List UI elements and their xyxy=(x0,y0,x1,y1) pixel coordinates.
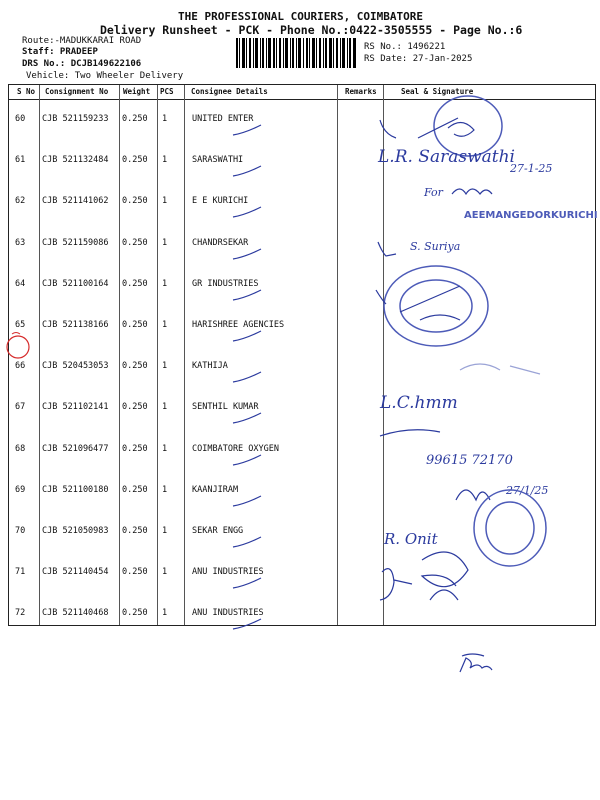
bottom-initial xyxy=(456,652,506,676)
cell-sno: 62 xyxy=(15,196,26,207)
cell-consignment: CJB 521140454 xyxy=(42,567,109,578)
col-weight: Weight xyxy=(123,87,151,96)
cell-consignee: KATHIJA xyxy=(192,361,228,372)
cell-weight: 0.250 xyxy=(122,567,148,578)
delivery-tick xyxy=(231,247,263,261)
delivery-tick xyxy=(231,205,263,219)
cell-consignment: CJB 521159233 xyxy=(42,114,109,124)
sig-sekar: R. Onit xyxy=(384,530,438,548)
cell-consignee: UNITED ENTER xyxy=(192,114,254,124)
cell-sno: 70 xyxy=(15,526,26,536)
cell-sno: 68 xyxy=(15,443,26,454)
cell-pcs: 1 xyxy=(162,278,168,289)
delivery-tick xyxy=(231,123,263,137)
rs-number: RS No.: 1496221 xyxy=(364,42,446,52)
cell-pcs: 1 xyxy=(162,608,168,619)
route-label: Route:-MADUKKARAI ROAD xyxy=(22,36,142,46)
cell-consignee: KAANJIRAM xyxy=(192,484,239,495)
cell-consignment: CJB 521100180 xyxy=(42,484,109,495)
cell-sno: 71 xyxy=(15,567,26,578)
sig-oxygen-phone: 99615 72170 xyxy=(426,453,513,468)
cell-consignment: CJB 521102141 xyxy=(42,402,109,413)
cell-consignee: SEKAR ENGG xyxy=(192,526,244,536)
cell-weight: 0.250 xyxy=(122,443,148,454)
cell-consignment: CJB 521100164 xyxy=(42,278,109,289)
cell-weight: 0.250 xyxy=(122,484,148,495)
cell-pcs: 1 xyxy=(162,402,168,413)
sig-saraswathi: L.R. Saraswathi xyxy=(378,147,515,167)
cell-sno: 69 xyxy=(15,484,26,495)
col-consignment: Consignment No xyxy=(45,87,109,96)
delivery-tick xyxy=(231,453,263,467)
cell-pcs: 1 xyxy=(162,361,168,372)
cell-consignee: GR INDUSTRIES xyxy=(192,278,259,289)
cell-consignee: HARISHREE AGENCIES xyxy=(192,320,285,330)
delivery-tick xyxy=(231,164,263,178)
cell-consignment: CJB 521096477 xyxy=(42,443,109,454)
sig-suriya: S. Suriya xyxy=(410,240,461,253)
cell-consignee: ANU INDUSTRIES xyxy=(192,567,264,578)
cell-pcs: 1 xyxy=(162,114,168,124)
barcode xyxy=(236,38,356,68)
cell-sno: 61 xyxy=(15,155,26,166)
cell-weight: 0.250 xyxy=(122,526,148,536)
cell-sno: 64 xyxy=(15,278,26,289)
delivery-tick xyxy=(231,288,263,302)
signatures-layer xyxy=(360,80,600,680)
cell-sno: 63 xyxy=(15,237,26,248)
delivery-tick xyxy=(231,535,263,549)
cell-pcs: 1 xyxy=(162,443,168,454)
sig-saraswathi-date: 27-1-25 xyxy=(510,162,553,175)
cell-consignee: SENTHIL KUMAR xyxy=(192,402,259,413)
cell-pcs: 1 xyxy=(162,484,168,495)
staff-label: Staff: PRADEEP xyxy=(22,47,98,57)
col-seal: Seal & Signature xyxy=(401,87,474,96)
cell-consignment: CJB 521141062 xyxy=(42,196,109,207)
col-pcs: PCS xyxy=(160,87,174,96)
cell-consignee: CHANDRSEKAR xyxy=(192,237,249,248)
cell-weight: 0.250 xyxy=(122,114,148,124)
cell-weight: 0.250 xyxy=(122,278,148,289)
red-circle-mark xyxy=(4,330,32,360)
cell-consignment: CJB 520453053 xyxy=(42,361,109,372)
cell-pcs: 1 xyxy=(162,320,168,330)
company-name: THE PROFESSIONAL COURIERS, COIMBATORE xyxy=(178,10,424,23)
cell-weight: 0.250 xyxy=(122,237,148,248)
cell-consignment: CJB 521140468 xyxy=(42,608,109,619)
drs-number: DRS No.: DCJB149622106 xyxy=(22,59,142,69)
delivery-tick xyxy=(231,329,263,343)
cell-sno: 66 xyxy=(15,361,26,372)
cell-weight: 0.250 xyxy=(122,196,148,207)
kurichi-stamp: AEEMANGEDORKURICHI xyxy=(464,210,598,221)
delivery-tick xyxy=(231,617,263,631)
delivery-tick xyxy=(231,370,263,384)
cell-pcs: 1 xyxy=(162,237,168,248)
cell-pcs: 1 xyxy=(162,155,168,166)
cell-weight: 0.250 xyxy=(122,608,148,619)
delivery-tick xyxy=(231,494,263,508)
cell-consignment: CJB 521159086 xyxy=(42,237,109,248)
delivery-tick xyxy=(231,576,263,590)
cell-weight: 0.250 xyxy=(122,155,148,166)
vehicle-label: Vehicle: Two Wheeler Delivery xyxy=(26,71,184,81)
cell-pcs: 1 xyxy=(162,567,168,578)
col-remarks: Remarks xyxy=(345,87,377,96)
cell-weight: 0.250 xyxy=(122,320,148,330)
cell-sno: 65 xyxy=(15,320,26,330)
cell-consignee: SARASWATHI xyxy=(192,155,244,166)
cell-weight: 0.250 xyxy=(122,402,148,413)
cell-consignment: CJB 521050983 xyxy=(42,526,109,536)
cell-consignee: COIMBATORE OXYGEN xyxy=(192,443,279,454)
cell-consignee: ANU INDUSTRIES xyxy=(192,608,264,619)
col-sno: S No xyxy=(17,87,36,96)
cell-sno: 72 xyxy=(15,608,26,619)
cell-sno: 60 xyxy=(15,114,26,124)
cell-consignment: CJB 521132484 xyxy=(42,155,109,166)
rs-date: RS Date: 27-Jan-2025 xyxy=(364,54,473,64)
cell-pcs: 1 xyxy=(162,196,168,207)
cell-pcs: 1 xyxy=(162,526,168,536)
runsheet-title: Delivery Runsheet - PCK - Phone No.:0422-3505555 - Page No.:6 xyxy=(100,23,523,37)
sig-senthil: L.C.hmm xyxy=(380,393,458,413)
cell-consignee: E E KURICHI xyxy=(192,196,249,207)
sig-kurichi-for: For xyxy=(424,186,443,199)
col-consignee: Consignee Details xyxy=(191,87,268,96)
sig-kaanjiram-date: 27/1/25 xyxy=(506,484,549,497)
cell-consignment: CJB 521138166 xyxy=(42,320,109,330)
cell-sno: 67 xyxy=(15,402,26,413)
delivery-tick xyxy=(231,411,263,425)
cell-weight: 0.250 xyxy=(122,361,148,372)
